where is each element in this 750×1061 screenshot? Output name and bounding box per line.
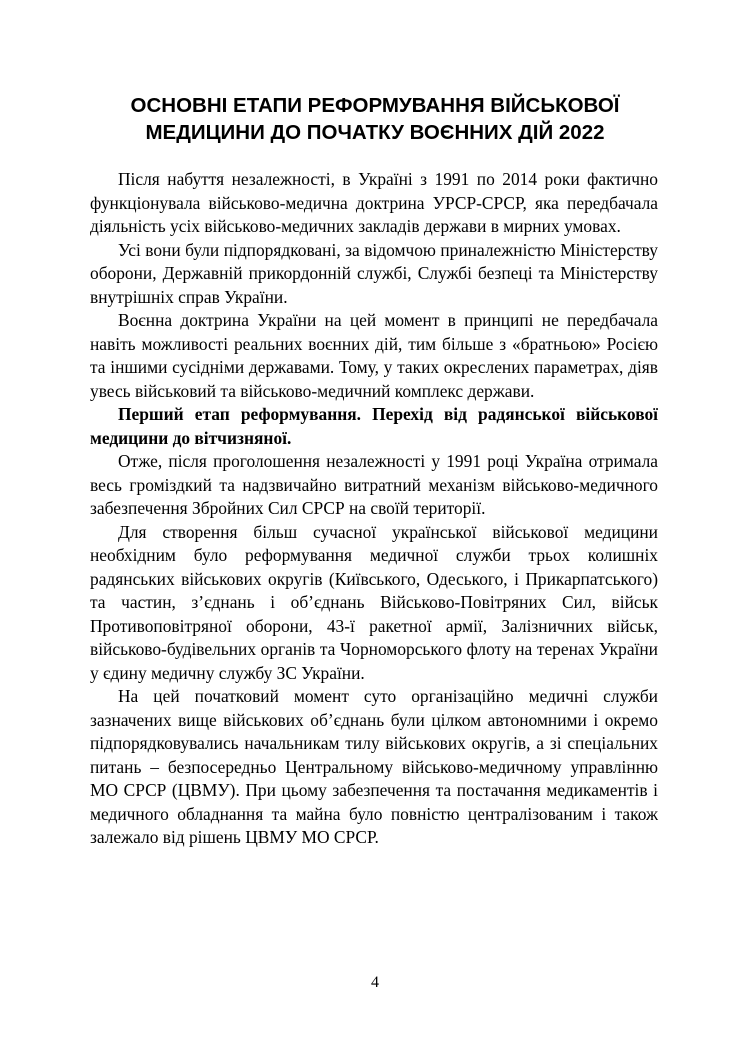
paragraph: Після набуття незалежності, в Україні з 1991 по 2014 роки фактично функціонувала військово-медична доктрина УРСР-СРСР, яка передбачала діяльність усіх військово-медичних закладів держави в мирних умовах. (90, 169, 658, 236)
paragraph: Для створення більш сучасної української військової медицини необхідним було реформування медичної служби трьох колишніх радянських військових округів (Київського, Одеського, і Прикарпатського) та частин, з’єднань і об’єднань Військово-Повітряних Сил, військ Противоповітряної оборони, 43-ї ракетної армії, Залізничних військ, військово-будівельних органів та Чорноморського флоту на теренах України у єдину медичну службу ЗС України. (90, 521, 658, 683)
title-line-2: МЕДИЦИНИ ДО ПОЧАТКУ ВОЄННИХ ДІЙ 2022 (145, 121, 605, 144)
page-title (90, 92, 660, 146)
stage-heading-paragraph: Перший етап реформування. Перехід від радянської військової медицини до вітчизняної. (90, 404, 658, 448)
paragraph: На цей початковий момент суто організаційно медичні служби зазначених вище військових об’єднань були цілком автономними і окремо підпорядковувались начальникам тилу військових округів, а зі спеціальних питань – безпосередньо Центральному військово-медичному управлінню МО СРСР (ЦВМУ). При цьому забезпечення та постачання медикаментів і медичного обладнання та майна було повністю централізованим і також залежало від рішень ЦВМУ МО СРСР. (90, 686, 658, 847)
page-number: 4 (371, 974, 379, 991)
paragraph: Отже, після проголошення незалежності у 1991 році Україна отримала весь громіздкий та надзвичайно витратний механізм військово-медичного забезпечення Збройних Сил СРСР на своїй території. (90, 451, 658, 518)
title-line-1: ОСНОВНІ ЕТАПИ РЕФОРМУВАННЯ ВІЙСЬКОВОЇ (130, 94, 620, 117)
paragraph: Воєнна доктрина України на цей момент в принципі не передбачала навіть можливості реальних воєнних дій, тим більше з «братньою» Росією та іншими сусідніми державами. Тому, у таких окреслених параметрах, діяв увесь військовий та військово-медичний комплекс держави. (90, 310, 658, 401)
body-text (90, 168, 658, 850)
paragraph: Усі вони були підпорядковані, за відомчою приналежністю Міністерству оборони, Державній прикордонній службі, Службі безпеці та Міністерству внутрішніх справ України. (90, 239, 658, 307)
